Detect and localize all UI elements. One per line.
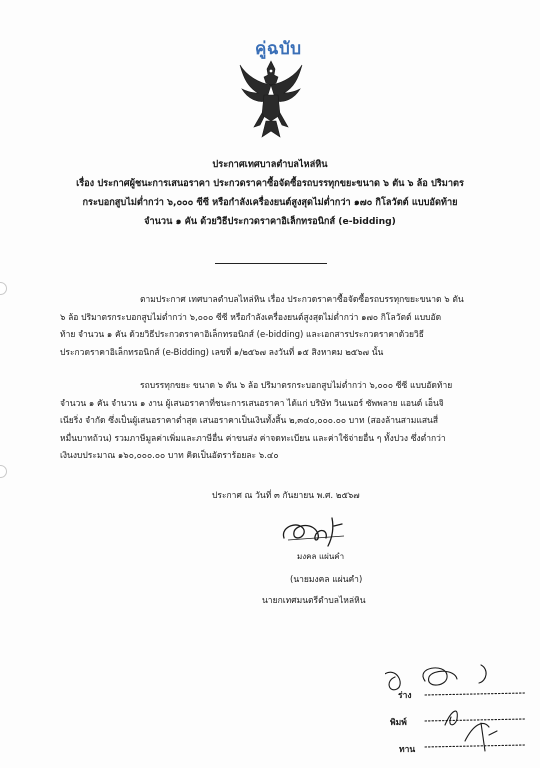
document-header [60,155,480,231]
header-subject-line: กระบอกสูบไม่ต่ำกว่า ๖,๐๐๐ ซีซี หรือกำลังเครื่องยนต์สูงสุดไม่ต่ำกว่า ๑๗๐ กิโลวัตต์ แบบอัดท้าย [82,197,458,208]
paragraph-line: รถบรรทุกขยะ ขนาด ๖ ตัน ๖ ล้อ ปริมาตรกระบอกสูบไม่ต่ำกว่า ๖,๐๐๐ ซีซี แบบอัดท้าย [140,381,453,391]
garuda-emblem-icon [238,55,304,141]
signer-full-name: (นายมงคล แผ่นคำ) [290,575,363,585]
punch-hole [0,465,7,478]
paragraph-line: หมื่นบาทถ้วน) รวมภาษีมูลค่าเพิ่มและภาษีอื่น ค่าขนส่ง ค่าจดทะเบียน และค่าใช้จ่ายอื่น ๆ ทั้งปวง ซึ่งต่ำกว่า [60,433,446,444]
header-subject-line: เรื่อง ประกาศผู้ชนะการเสนอราคา ประกวดราคาซื้อจัดซื้อรถบรรทุกขยะขนาด ๖ ตัน ๖ ล้อ ปริมาตร [76,178,464,189]
header-divider [215,263,327,264]
paragraph-line: ท้าย จำนวน ๑ คัน ด้วยวิธีประกวดราคาอิเล็กทรอนิกส์ (e-bidding) และเอกสารประกวดราคาด้วยวิธี [60,330,424,340]
header-subject-line: จำนวน ๑ คัน ด้วยวิธีประกวดราคาอิเล็กทรอนิกส์ (e-bidding) [144,216,396,227]
announce-date: ประกาศ ณ วันที่ ๓ กันยายน พ.ศ. ๒๕๖๗ [212,491,360,501]
initial-label-typed: พิมพ์ [390,718,407,728]
signature-scribble [274,512,364,552]
initial-label-draft: ร่าง [398,691,412,701]
signer-title: นายกเทศมนตรีตำบลไหล่หิน [262,596,366,606]
paragraph-line: ๖ ล้อ ปริมาตรกระบอกสูบไม่ต่ำกว่า ๖,๐๐๐ ซีซี หรือกำลังเครื่องยนต์สูงสุดไม่ต่ำกว่า ๑๗๐ กิโลวัตต์ แบบอัด [60,312,442,323]
copy-stamp: คู่ฉบับ [255,39,302,59]
punch-hole [0,282,7,295]
paragraph-line: เนียริ่ง จำกัด ซึ่งเป็นผู้เสนอราคาต่ำสุด เสนอราคาเป็นเงินทั้งสิ้น ๒,๓๔๐,๐๐๐.๐๐ บาท (สองล้านสามแสนสี่ [60,416,439,426]
paragraph-line: จำนวน ๑ คัน จำนวน ๑ งาน ผู้เสนอราคาที่ชนะการเสนอราคา ได้แก่ บริษัท วินเนอร์ ซัพพลาย แอนด์ เอ็นจิ [60,398,444,409]
body-paragraph-winner [60,378,492,466]
body-paragraph-reference [60,292,492,362]
paragraph-line: ตามประกาศ เทศบาลตำบลไหล่หิน เรื่อง ประกวดราคาซื้อจัดซื้อรถบรรทุกขยะขนาด ๖ ตัน [140,295,464,305]
signer-name-under-signature: มงคล แผ่นคำ [297,552,345,561]
paragraph-line: ประกวดราคาอิเล็กทรอนิกส์ (e-Bidding) เลขที่ ๑/๒๕๖๗ ลงวันที่ ๑๕ สิงหาคม ๒๕๖๗ นั้น [60,347,384,358]
paragraph-line: เงินงบประมาณ ๑๖๐,๐๐๐.๐๐ บาท คิดเป็นอัตราร้อยละ ๖.๔๐ [60,451,279,461]
initial-label-proofread: ทาน [399,745,416,755]
header-title: ประกาศเทศบาลตำบลไหล่หิน [212,159,328,170]
